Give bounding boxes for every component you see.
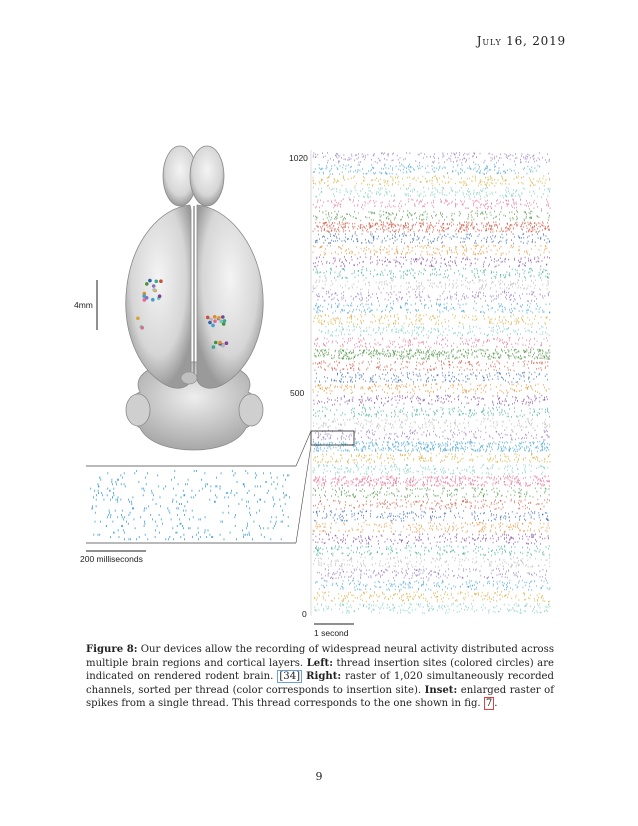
raster-thread-band [313,406,549,417]
caption-text-4: enlarged raster of spikes from a single thread. This thread corresponds to the one shown in fig. [86,684,554,709]
raster-thread-band [313,464,548,476]
figure-caption [86,643,554,711]
raster-thread-band [314,187,551,199]
y-tick-mid: 500 [290,388,305,398]
channel-raster [289,150,550,638]
page-number: 9 [315,770,323,783]
raster-thread-band [313,533,549,545]
raster-thread-band [313,441,549,453]
raster-thread-band [313,245,549,257]
insertion-site-dot [209,318,213,322]
raster-thread-band [315,603,550,615]
insertion-site-dot [158,294,162,298]
insertion-site-dot [148,279,152,283]
insertion-site-dot [145,282,149,286]
raster-thread-band [314,545,549,556]
caption-inset-label: Inset: [424,684,458,696]
insertion-site-dot [155,280,159,284]
raster-thread-band [313,221,550,233]
caption-left-label: Left: [306,657,333,669]
raster-thread-band [313,383,549,394]
inset-spike-raster [91,470,290,540]
caption-right-label: Right: [306,671,342,682]
insertion-site-dot [208,321,212,325]
insertion-site-dot [213,315,217,319]
raster-thread-band [315,348,550,360]
raster-thread-band [313,164,548,176]
raster-thread-band [314,314,550,326]
inset-scale-label: 200 milliseconds [80,554,143,564]
insertion-site-dot [218,341,222,345]
inset-raster [80,431,311,564]
insertion-site-dot [211,324,215,328]
insertion-site-dot [136,317,140,321]
raster-thread-band [313,268,549,280]
raster-thread-band [314,556,550,568]
caption-text-1: Our devices allow the recording of widespread neural activity distributed across multiple brain regions and cortical layers. [86,644,554,669]
raster-thread-band [316,580,550,592]
raster-thread-band [314,337,550,349]
insertion-site-dot [152,288,156,292]
raster-thread-band [314,452,550,463]
inset-spikes-path [91,470,290,540]
caption-text-2: thread insertion sites (colored circles) are indicated on rendered rodent brain. [86,657,554,682]
brain-scale-bar [74,280,97,330]
figure-reference-link[interactable]: 7 [485,698,493,709]
insertion-site-dot [151,298,155,302]
raster-thread-band [313,510,549,522]
raster-thread-band [314,395,548,407]
insertion-site-dot [152,284,156,288]
raster-thread-band [313,291,549,303]
insertion-site-dot [142,294,146,298]
insertion-site-dot [213,319,217,323]
raster-rows [313,152,550,614]
raster-thread-band [313,198,550,210]
raster-thread-band [313,360,548,372]
raster-thread-band [314,475,550,487]
raster-thread-band [314,210,550,222]
insertion-site-dot [221,315,225,319]
brain-scale-label: 4mm [74,300,93,310]
running-header-date: July 16, 2019 [476,34,566,48]
raster-thread-band [313,152,549,164]
insertion-site-dot [214,341,218,345]
raster-thread-band [319,325,549,337]
insertion-site-dot [220,320,224,324]
caption-end: . [494,698,498,709]
raster-thread-band [315,233,549,245]
y-tick-top: 1020 [289,153,308,163]
raster-thread-band [314,302,550,314]
insertion-site-dot [212,345,216,349]
raster-thread-band [313,279,548,291]
raster-thread-band [314,418,550,430]
raster-thread-band [315,372,547,384]
raster-thread-band [313,256,549,268]
insertion-site-dot [159,279,163,283]
y-tick-bottom: 0 [302,609,307,619]
raster-thread-band [314,591,549,603]
raster-thread-band [317,568,546,579]
raster-thread-band [313,487,549,498]
raster-thread-band [313,499,549,511]
insertion-site-dot [221,344,225,348]
insertion-site-dot [217,316,221,320]
insertion-site-dot [223,319,227,323]
insertion-site-dot [225,341,229,345]
insertion-site-dot [206,316,210,320]
raster-thread-band [313,522,549,533]
caption-text-3: raster of 1,020 simultaneously recorded channels, sorted per thread (color corresponds to insertion site). [86,671,554,696]
time-scale-label: 1 second [314,628,349,638]
insertion-site-dot [140,326,144,330]
caption-label: Figure 8: [86,644,138,655]
raster-thread-band [313,175,550,187]
citation-link[interactable]: [34] [279,671,301,682]
